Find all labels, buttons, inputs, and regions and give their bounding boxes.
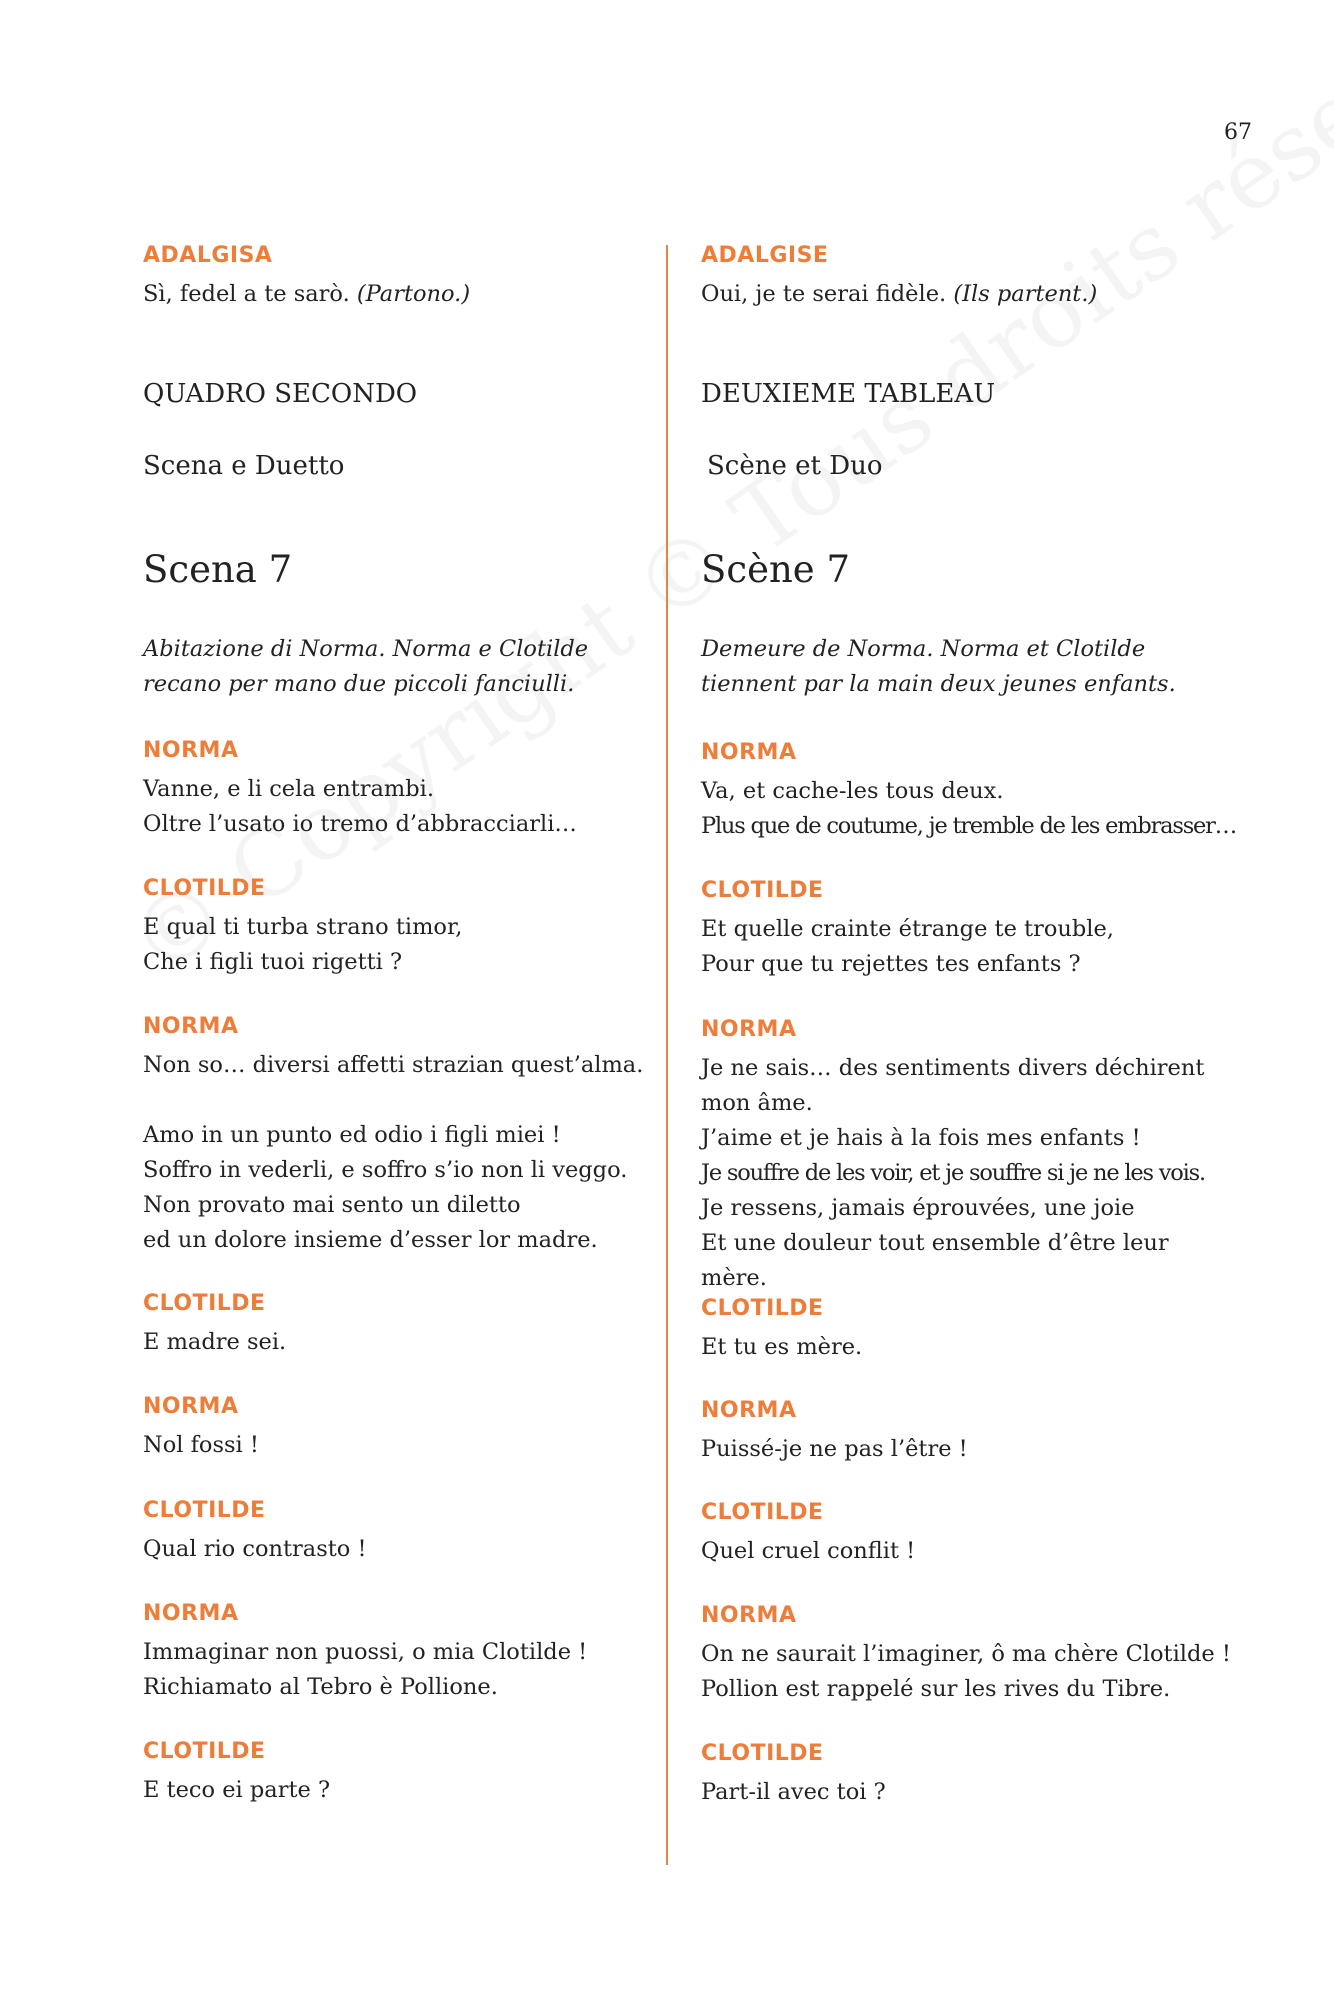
dialogue-line: Soffro in vederli, e soffro s’io non li veggo. (143, 1157, 628, 1183)
stage-direction: (Partono.) (356, 281, 471, 307)
dialogue-line: Vanne, e li cela entrambi. (143, 776, 434, 802)
dialogue-line (143, 1083, 683, 1118)
dialogue-line: Non so… diversi affetti strazian quest’alma. (143, 1052, 644, 1078)
dialogue-block (701, 1500, 1241, 1569)
speaker-name: CLOTILDE (143, 1739, 266, 1764)
dialogue-line: On ne saurait l’imaginer, ô ma chère Clotilde ! (701, 1641, 1231, 1667)
dialogue-line: Quel cruel conflit ! (701, 1538, 916, 1564)
dialogue-line: Et tu es mère. (701, 1334, 863, 1360)
dialogue-block (701, 740, 1241, 844)
stage-direction: (Ils partent.) (953, 281, 1098, 307)
speaker-name: CLOTILDE (143, 876, 266, 901)
speaker-name: CLOTILDE (701, 1741, 824, 1766)
speaker-name: ADALGISE (701, 243, 829, 268)
dialogue-line: Che i figli tuoi rigetti ? (143, 949, 403, 975)
speaker-name: CLOTILDE (143, 1498, 266, 1523)
dialogue-line: Je ne sais… des sentiments divers déchirent (701, 1055, 1205, 1081)
dialogue-line: Immaginar non puossi, o mia Clotilde ! (143, 1639, 588, 1665)
dialogue-block (701, 1603, 1241, 1707)
dialogue-line: Oui, je te serai fidèle. (Ils partent.) (701, 281, 1098, 307)
speaker-name: NORMA (143, 1014, 239, 1039)
intro-block (701, 243, 1241, 312)
section-subheading: Scène et Duo (707, 451, 883, 481)
dialogue-line: Je ressens, jamais éprouvées, une joie (701, 1195, 1135, 1221)
intro-block (143, 243, 683, 312)
dialogue-block (701, 1017, 1241, 1296)
dialogue-line: mon âme. (701, 1090, 813, 1116)
dialogue-line: ed un dolore insieme d’esser lor madre. (143, 1227, 598, 1253)
dialogue-line: Qual rio contrasto ! (143, 1536, 367, 1562)
speaker-name: CLOTILDE (701, 878, 824, 903)
dialogue-block (701, 1741, 1241, 1810)
dialogue-block (701, 1296, 1241, 1365)
dialogue-line: J’aime et je hais à la fois mes enfants ! (701, 1125, 1141, 1151)
speaker-name: NORMA (701, 1398, 797, 1423)
section-subheading: Scena e Duetto (143, 451, 345, 481)
dialogue-line: Richiamato al Tebro è Pollione. (143, 1674, 498, 1700)
dialogue-block (143, 738, 683, 842)
dialogue-line: Va, et cache-les tous deux. (701, 778, 1004, 804)
dialogue-block (143, 1739, 683, 1808)
dialogue-block (143, 1394, 683, 1463)
dialogue-block (143, 1601, 683, 1705)
speaker-name: NORMA (701, 1017, 797, 1042)
scene-description: Abitazione di Norma. Norma e Clotilde recano per mano due piccoli fanciulli. (143, 636, 589, 697)
dialogue-line: Pollion est rappelé sur les rives du Tibre. (701, 1676, 1171, 1702)
dialogue-block (143, 1498, 683, 1567)
dialogue-block (143, 876, 683, 980)
dialogue-line: E teco ei parte ? (143, 1777, 331, 1803)
speaker-name: ADALGISA (143, 243, 273, 268)
dialogue-line: Part-il avec toi ? (701, 1779, 886, 1805)
dialogue-line: Nol fossi ! (143, 1432, 259, 1458)
section-heading: QUADRO SECONDO (143, 379, 418, 409)
dialogue-line: Non provato mai sento un diletto (143, 1192, 521, 1218)
speaker-name: CLOTILDE (701, 1500, 824, 1525)
dialogue-block (701, 878, 1241, 982)
speaker-name: CLOTILDE (701, 1296, 824, 1321)
dialogue-line: Et quelle crainte étrange te trouble, (701, 916, 1114, 942)
dialogue-line: E qual ti turba strano timor, (143, 914, 463, 940)
dialogue-line: Amo in un punto ed odio i figli miei ! (143, 1122, 561, 1148)
dialogue-line: Oltre l’usato io tremo d’abbracciarli… (143, 811, 577, 837)
speaker-name: NORMA (701, 740, 797, 765)
speaker-name: NORMA (143, 738, 239, 763)
speaker-name: CLOTILDE (143, 1291, 266, 1316)
section-heading: DEUXIEME TABLEAU (701, 379, 996, 409)
dialogue-line: Et une douleur tout ensemble d’être leur mère. (701, 1230, 1169, 1291)
dialogue-line: Je souffre de les voir, et je souffre si je ne les vois. (701, 1160, 1205, 1186)
dialogue-line: Sì, fedel a te sarò. (Partono.) (143, 281, 471, 307)
speaker-name: NORMA (143, 1601, 239, 1626)
dialogue-line: E madre sei. (143, 1329, 287, 1355)
scene-title: Scène 7 (701, 548, 850, 591)
dialogue-line: Pour que tu rejettes tes enfants ? (701, 951, 1081, 977)
dialogue-block (143, 1014, 683, 1258)
page-number: 67 (1224, 120, 1252, 145)
dialogue-block (701, 1398, 1241, 1467)
scene-description: Demeure de Norma. Norma et Clotilde tiennent par la main deux jeunes enfants. (701, 636, 1176, 697)
scene-title: Scena 7 (143, 548, 293, 591)
dialogue-line: Puissé-je ne pas l’être ! (701, 1436, 968, 1462)
speaker-name: NORMA (143, 1394, 239, 1419)
dialogue-line: Plus que de coutume, je tremble de les embrasser… (701, 813, 1237, 839)
speaker-name: NORMA (701, 1603, 797, 1628)
dialogue-block (143, 1291, 683, 1360)
